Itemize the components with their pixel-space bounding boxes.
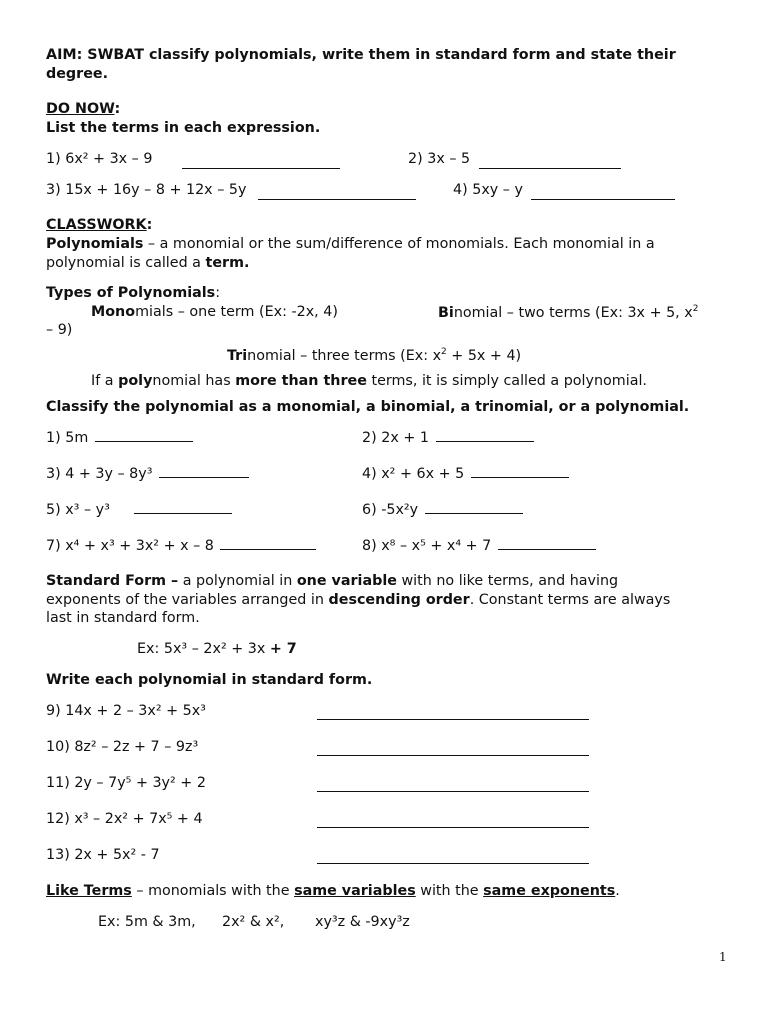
do-now-label: DO NOW [46, 101, 115, 117]
like-terms-term: Like Terms [46, 883, 132, 899]
descending-order: descending order [328, 592, 470, 608]
polynomial-definition-line-1 [46, 236, 655, 252]
classwork-colon: : [146, 217, 153, 233]
definition-text: – monomials with the [131, 883, 295, 899]
problem-text: 2) 2x + 1 [362, 430, 429, 446]
answer-blank[interactable] [220, 548, 316, 550]
answer-blank[interactable] [134, 512, 232, 514]
types-label: Types of Polynomials [46, 285, 216, 301]
problem-text: 8) x⁸ – x⁵ + x⁴ + 7 [362, 538, 492, 554]
example-text: Ex: 5x³ – 2x² + 3x [137, 641, 270, 657]
polynomial-rule [91, 373, 647, 389]
answer-blank[interactable] [159, 476, 249, 478]
trinomial-text: nomial – three terms (Ex: x [247, 347, 442, 364]
standard-form-instruction: Write each polynomial in standard form. [46, 672, 373, 688]
binomial-definition-cont: – 9) [46, 322, 73, 338]
tri-prefix: Tri [227, 347, 248, 364]
aim-line-1: AIM: SWBAT classify polynomials, write them in standard form and state their [46, 47, 676, 63]
standard-form-line-1 [46, 573, 618, 589]
definition-text: with no like terms, and having [396, 573, 619, 589]
definition-text: polynomial is called a [46, 255, 206, 271]
standard-form-line-3: last in standard form. [46, 610, 200, 626]
like-terms-definition [46, 883, 620, 899]
standard-form-term: Standard Form – [46, 573, 179, 589]
do-now-problem-1 [46, 151, 152, 167]
trinomial-definition [227, 347, 521, 364]
binomial-definition [438, 304, 698, 321]
problem-text: 1) 6x² + 3x – 9 [46, 151, 153, 167]
answer-blank[interactable] [498, 548, 596, 550]
standard-form-line-2 [46, 592, 670, 608]
problem-text: 5) x³ – y³ [46, 502, 110, 518]
standard-form-problem-9: 9) 14x + 2 – 3x² + 5x³ [46, 703, 206, 719]
definition-text: exponents of the variables arranged in [46, 592, 329, 608]
definition-text: . [615, 883, 620, 899]
answer-blank[interactable] [317, 863, 589, 864]
do-now-problem-3: 3) 15x + 16y – 8 + 12x – 5y [46, 182, 247, 198]
standard-form-problem-12: 12) x³ – 2x² + 7x⁵ + 4 [46, 811, 203, 827]
standard-form-problem-10: 10) 8z² – 2z + 7 – 9z³ [46, 739, 199, 755]
classify-problem-5 [46, 502, 232, 518]
binomial-text: nomial – two terms (Ex: 3x + 5, x [453, 304, 693, 321]
rule-text: nomial has [152, 373, 236, 389]
poly-prefix: poly [118, 373, 153, 389]
term-word: term. [205, 255, 250, 271]
bi-prefix: Bi [438, 304, 454, 321]
mono-prefix: Mono [91, 304, 136, 320]
aim-line-2: degree. [46, 66, 109, 82]
types-heading [46, 285, 220, 301]
types-colon: : [215, 285, 221, 301]
standard-form-problem-11: 11) 2y – 7y⁵ + 3y² + 2 [46, 775, 206, 791]
example-constant: + 7 [269, 641, 297, 657]
binomial-exponent: 2 [692, 304, 699, 314]
more-than-three: more than three [235, 373, 367, 389]
answer-blank[interactable] [436, 440, 534, 442]
like-terms-example-3: xy³z & -9xy³z [315, 914, 410, 930]
classify-problem-3 [46, 466, 249, 482]
answer-blank[interactable] [182, 167, 340, 169]
same-variables: same variables [294, 883, 416, 899]
problem-text: 6) -5x²y [362, 502, 419, 518]
rule-text: If a [91, 373, 119, 389]
answer-blank[interactable] [258, 198, 416, 200]
definition-text: with the [415, 883, 484, 899]
problem-text: 3) 4 + 3y – 8y³ [46, 466, 153, 482]
rule-text: terms, it is simply called a polynomial. [366, 373, 647, 389]
monomial-text: mials – one term (Ex: -2x, 4) [135, 304, 338, 320]
answer-blank[interactable] [317, 719, 589, 720]
definition-text: a polynomial in [178, 573, 297, 589]
classify-instruction: Classify the polynomial as a monomial, a binomial, a trinomial, or a polynomial. [46, 399, 690, 415]
like-terms-example-1: Ex: 5m & 3m, [98, 914, 196, 930]
classify-problem-7 [46, 538, 316, 554]
problem-text: 4) x² + 6x + 5 [362, 466, 465, 482]
polynomials-term: Polynomials [46, 236, 144, 252]
monomial-definition [91, 304, 338, 320]
answer-blank[interactable] [317, 791, 589, 792]
trinomial-exponent: 2 [441, 347, 447, 357]
definition-text: – a monomial or the sum/difference of monomials. Each monomial in a [143, 236, 655, 252]
do-now-colon: : [114, 101, 121, 117]
answer-blank[interactable] [531, 198, 675, 200]
classify-problem-1 [46, 430, 193, 446]
polynomial-definition-line-2 [46, 255, 249, 271]
classify-problem-4 [362, 466, 569, 482]
do-now-heading [46, 101, 120, 117]
do-now-problem-4: 4) 5xy – y [453, 182, 523, 198]
answer-blank[interactable] [479, 167, 621, 169]
answer-blank[interactable] [471, 476, 569, 478]
answer-blank[interactable] [317, 827, 589, 828]
classify-problem-2 [362, 430, 534, 446]
answer-blank[interactable] [317, 755, 589, 756]
do-now-problem-2: 2) 3x – 5 [408, 151, 471, 167]
answer-blank[interactable] [425, 512, 523, 514]
standard-form-example [137, 641, 297, 657]
like-terms-example-2: 2x² & x², [222, 914, 285, 930]
page-number: 1 [719, 950, 727, 964]
classify-problem-6 [362, 502, 523, 518]
do-now-instruction: List the terms in each expression. [46, 120, 321, 136]
classwork-label: CLASSWORK [46, 217, 147, 233]
classwork-heading [46, 217, 152, 233]
trinomial-text-end: + 5x + 4) [446, 347, 522, 364]
same-exponents: same exponents [483, 883, 616, 899]
problem-text: 7) x⁴ + x³ + 3x² + x – 8 [46, 538, 214, 554]
definition-text: . Constant terms are always [469, 592, 671, 608]
answer-blank[interactable] [95, 440, 193, 442]
standard-form-problem-13: 13) 2x + 5x² - 7 [46, 847, 160, 863]
problem-text: 1) 5m [46, 430, 89, 446]
classify-problem-8 [362, 538, 596, 554]
one-variable: one variable [296, 573, 397, 589]
